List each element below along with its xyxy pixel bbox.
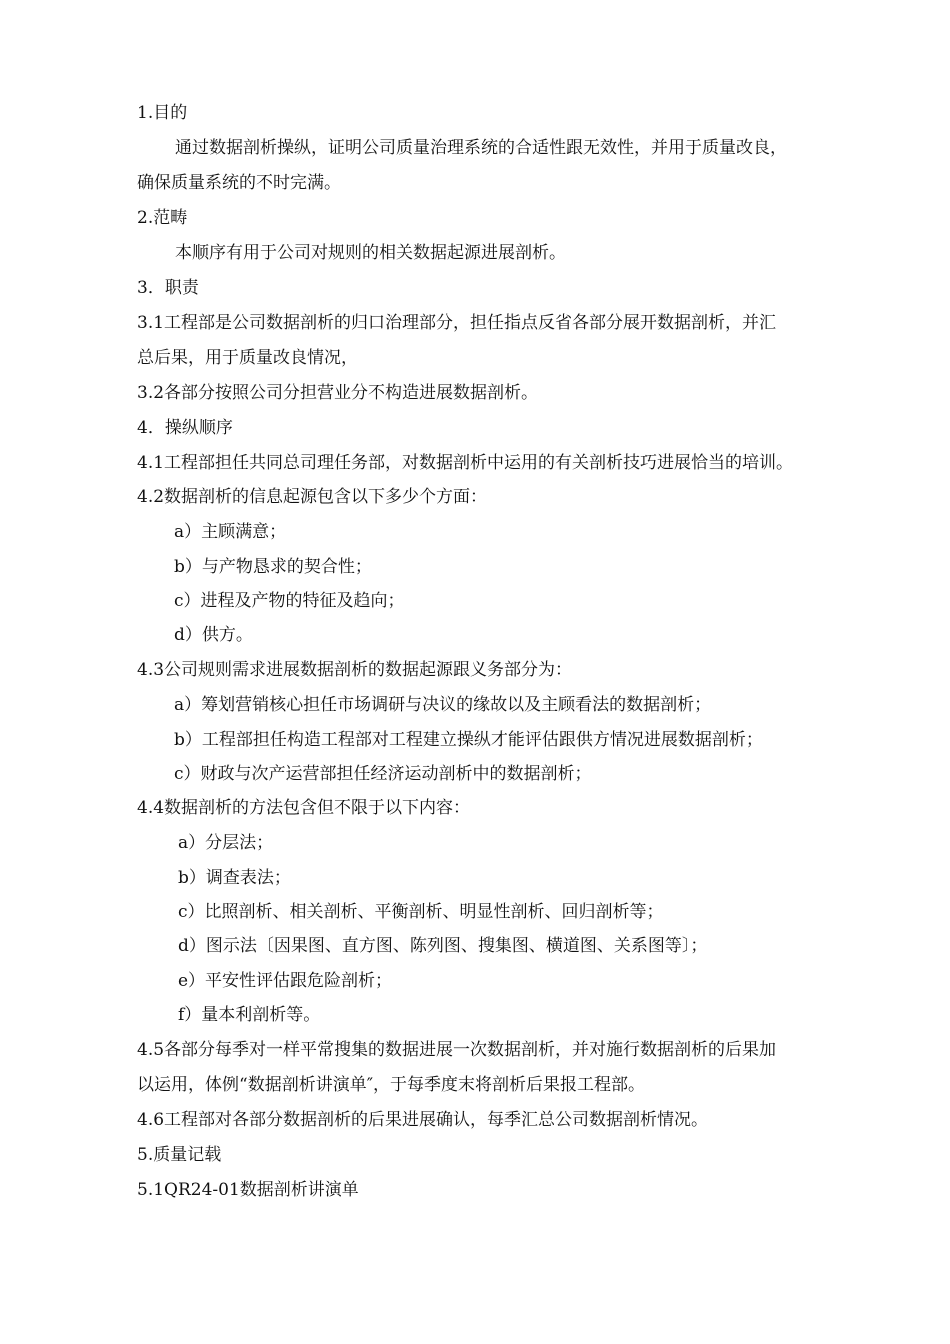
section-4-4: 4.4数据剖析的方法包含但不限于以下内容： <box>137 798 471 818</box>
section-4-4-item: d）图示法〔因果图、直方图、陈列图、搜集图、横道图、关系图等〕； <box>178 936 708 956</box>
section-4-4-item: a）分层法； <box>178 833 274 853</box>
section-4-title: 4．操纵顺序 <box>137 418 233 438</box>
section-1-paragraph-line-1: 通过数据剖析操纵，证明公司质量治理系统的合适性跟无效性，并用于质量改良， <box>175 138 787 158</box>
section-2-paragraph: 本顺序有用于公司对规则的相关数据起源进展剖析。 <box>175 243 566 263</box>
section-4-4-item: b）调查表法； <box>178 868 291 888</box>
section-4-4-item: f）量本利剖析等。 <box>178 1005 321 1025</box>
section-4-4-item: c）比照剖析、相关剖析、平衡剖析、明显性剖析、回归剖析等； <box>178 902 664 922</box>
section-4-5-line-1: 4.5各部分每季对一样平常搜集的数据进展一次数据剖析，并对施行数据剖析的后果加 <box>137 1040 777 1060</box>
section-4-5-line-2: 以运用，体例“数据剖析讲演单″，于每季度末将剖析后果报工程部。 <box>137 1075 646 1095</box>
section-3-1-line-1: 3.1工程部是公司数据剖析的归口治理部分，担任指点反省各部分展开数据剖析，并汇 <box>137 313 777 333</box>
section-3-title: 3．职责 <box>137 278 199 298</box>
section-2-title: 2.范畴 <box>137 208 188 228</box>
section-4-3-item: a）筹划营销核心担任市场调研与决议的缘故以及主顾看法的数据剖析； <box>174 695 712 715</box>
section-4-2: 4.2数据剖析的信息起源包含以下多少个方面： <box>137 487 488 507</box>
section-4-6: 4.6工程部对各部分数据剖析的后果进展确认，每季汇总公司数据剖析情况。 <box>137 1110 709 1130</box>
section-3-2: 3.2各部分按照公司分担营业分不构造进展数据剖析。 <box>137 383 539 403</box>
section-4-2-item: d）供方。 <box>174 625 253 645</box>
section-3-1-line-2: 总后果，用于质量改良情况， <box>137 348 358 368</box>
section-1-title: 1.目的 <box>137 103 188 123</box>
section-4-2-item: a）主顾满意； <box>174 522 287 542</box>
section-4-1: 4.1工程部担任共同总司理任务部，对数据剖析中运用的有关剖析技巧进展恰当的培训。 <box>137 453 794 473</box>
section-4-2-item: c）进程及产物的特征及趋向； <box>174 591 405 611</box>
section-5-title: 5.质量记载 <box>137 1145 222 1165</box>
section-4-2-item: b）与产物恳求的契合性； <box>174 557 372 577</box>
section-4-3: 4.3公司规则需求进展数据剖析的数据起源跟义务部分为： <box>137 660 573 680</box>
section-4-4-item: e）平安性评估跟危险剖析； <box>178 971 393 991</box>
section-4-3-item: c）财政与次产运营部担任经济运动剖析中的数据剖析； <box>174 764 592 784</box>
section-4-3-item: b）工程部担任构造工程部对工程建立操纵才能评估跟供方情况进展数据剖析； <box>174 730 763 750</box>
section-5-1: 5.1QR24-01数据剖析讲演单 <box>137 1180 359 1200</box>
section-1-paragraph-line-2: 确保质量系统的不时完满。 <box>137 173 341 193</box>
